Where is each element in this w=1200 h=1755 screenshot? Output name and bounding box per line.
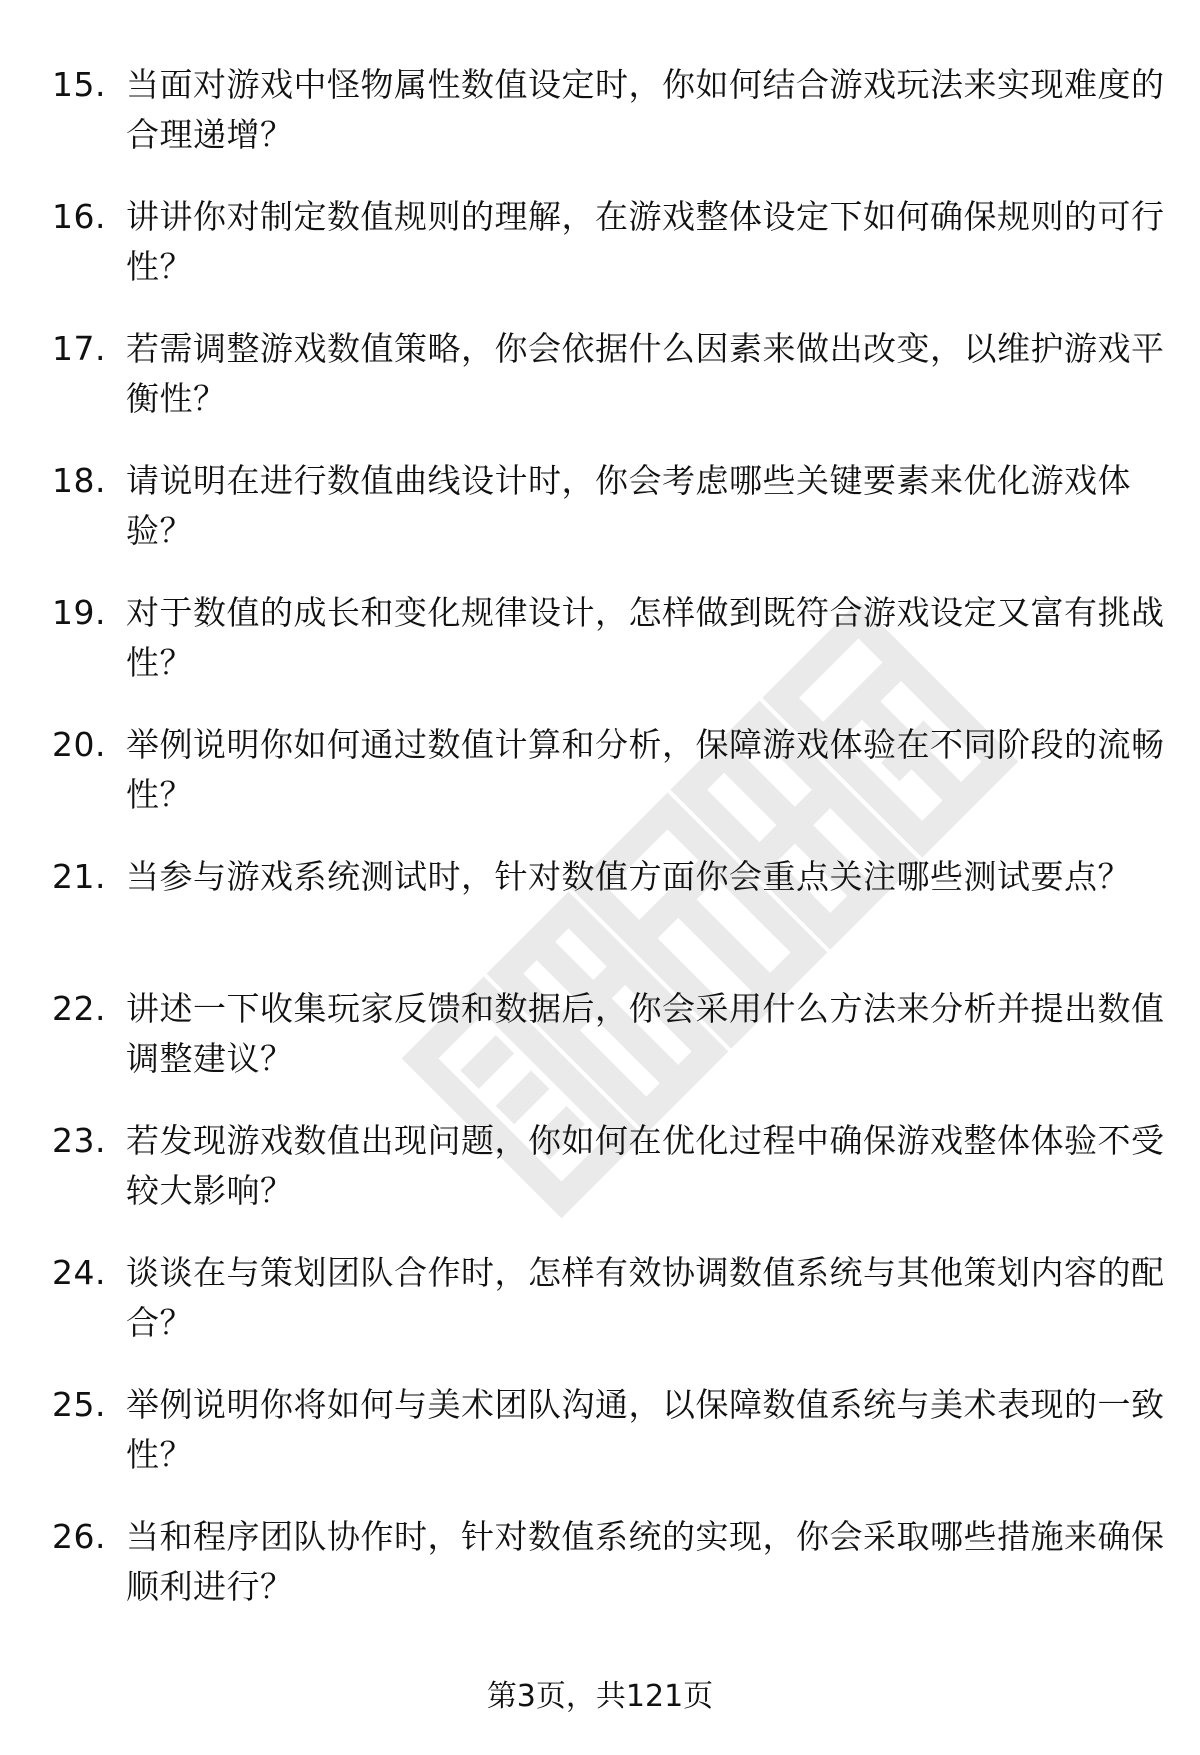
question-text: 当面对游戏中怪物属性数值设定时，你如何结合游戏玩法来实现难度的合理递增？ [126, 65, 1165, 154]
question-text: 当和程序团队协作时，针对数值系统的实现，你会采取哪些措施来确保顺利进行？ [126, 1517, 1165, 1606]
question-item [52, 1512, 1165, 1644]
question-item [52, 1248, 1165, 1380]
question-item [52, 324, 1165, 456]
question-number: 20. [52, 725, 106, 764]
question-number: 21. [52, 857, 106, 896]
question-text: 若需调整游戏数值策略，你会依据什么因素来做出改变，以维护游戏平衡性？ [126, 329, 1165, 418]
question-item [52, 984, 1165, 1116]
question-item [52, 588, 1165, 720]
question-number: 25. [52, 1385, 106, 1424]
question-number: 16. [52, 197, 106, 236]
question-text: 若发现游戏数值出现问题，你如何在优化过程中确保游戏整体体验不受较大影响？ [126, 1121, 1165, 1210]
question-text: 请说明在进行数值曲线设计时，你会考虑哪些关键要素来优化游戏体验？ [126, 461, 1131, 550]
question-item [52, 852, 1152, 984]
question-item [52, 1116, 1165, 1248]
question-number: 19. [52, 593, 106, 632]
question-item [52, 456, 1152, 588]
question-number: 26. [52, 1517, 106, 1556]
question-text: 讲讲你对制定数值规则的理解，在游戏整体设定下如何确保规则的可行性？ [126, 197, 1165, 286]
question-text: 讲述一下收集玩家反馈和数据后，你会采用什么方法来分析并提出数值调整建议？ [126, 989, 1165, 1078]
question-item [52, 1380, 1165, 1512]
question-list [52, 60, 1165, 1644]
question-item [52, 192, 1165, 324]
question-text: 举例说明你将如何与美术团队沟通，以保障数值系统与美术表现的一致性？ [126, 1385, 1165, 1474]
question-text: 当参与游戏系统测试时，针对数值方面你会重点关注哪些测试要点？ [126, 857, 1131, 896]
question-text: 举例说明你如何通过数值计算和分析，保障游戏体验在不同阶段的流畅性？ [126, 725, 1165, 814]
question-item [52, 60, 1165, 192]
question-number: 15. [52, 65, 106, 104]
question-number: 18. [52, 461, 106, 500]
question-item [52, 720, 1165, 852]
question-number: 17. [52, 329, 106, 368]
question-number: 23. [52, 1121, 106, 1160]
question-text: 谈谈在与策划团队合作时，怎样有效协调数值系统与其他策划内容的配合？ [126, 1253, 1165, 1342]
question-number: 24. [52, 1253, 106, 1292]
question-text: 对于数值的成长和变化规律设计，怎样做到既符合游戏设定又富有挑战性？ [126, 593, 1165, 682]
page-footer: 第3页，共121页 [486, 1679, 714, 1714]
question-number: 22. [52, 989, 106, 1028]
